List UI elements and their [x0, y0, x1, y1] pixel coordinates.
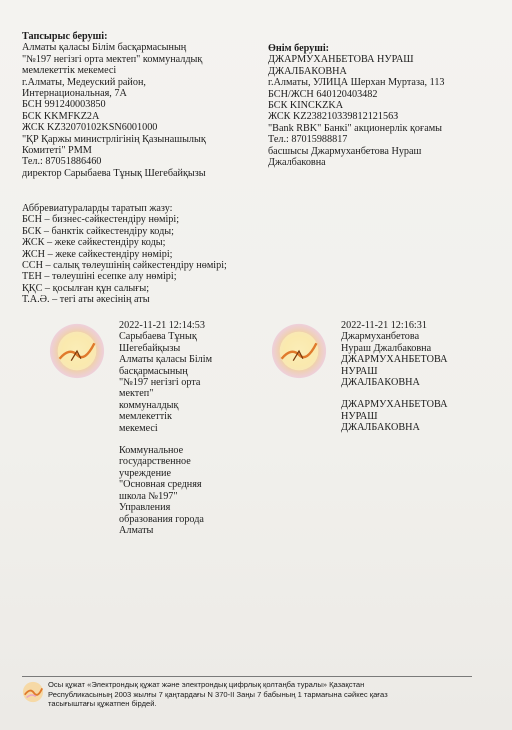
- signature-line: "№197 негізгі орта: [119, 377, 201, 389]
- signature-line: Алматы қаласы Білім: [119, 354, 213, 366]
- supplier-title: Өнім беруші:: [268, 43, 330, 54]
- signature-datetime: 2022-11-21 12:14:53: [119, 320, 205, 331]
- abbreviations-title: Аббревиатураларды таратып жазу:: [22, 203, 173, 214]
- customer-line: г.Алматы, Медеуский район,: [22, 76, 146, 88]
- customer-line: БСН 991240003850: [22, 99, 106, 111]
- customer-line: Интернациональная, 7А: [22, 88, 127, 100]
- signature-line-ru: Алматы: [119, 524, 154, 536]
- signature-right-text: [341, 320, 447, 434]
- footer-line: Осы құжат «Электрондық құжат және электрондық цифрлық қолтаңба туралы» Қазақстан: [48, 680, 365, 689]
- abbreviation-item: ЖСН – жеке сәйкестендіру нөмірі;: [22, 248, 173, 260]
- abbreviation-item: ЖСК – жеке сәйкестендіру коды;: [22, 237, 166, 249]
- abbreviation-item: ТЕН – төлеушіні есепке алу нөмірі;: [22, 271, 177, 283]
- signature-line: ДЖАЛБАКОВНА: [341, 422, 420, 434]
- customer-line: мемлекеттік мекемесі: [22, 65, 117, 77]
- signature-datetime: 2022-11-21 12:16:31: [341, 320, 427, 331]
- customer-title: Тапсырыс беруші:: [22, 31, 108, 42]
- signature-line: мектеп": [119, 388, 154, 400]
- customer-line: Тел.: 87051886460: [22, 156, 102, 168]
- signature-line: Шегебайқызы: [119, 342, 181, 354]
- abbreviation-item: БСК – банктік сәйкестендіру коды;: [22, 225, 174, 237]
- signature-left-text: [119, 320, 212, 536]
- signature-line: ДЖАРМУХАНБЕТОВА: [341, 354, 448, 366]
- signature-spacer: [119, 434, 212, 445]
- supplier-line: ЖСК KZ23821033981212156З: [268, 111, 399, 123]
- supplier-line: БСН/ЖСН 640120403482: [268, 88, 378, 100]
- supplier-block: [268, 43, 498, 168]
- signature-line: Нураш Джалбаковна: [341, 342, 432, 354]
- signature-line-ru: "Основная средняя: [119, 479, 202, 491]
- customer-block: [22, 31, 262, 179]
- signature-line: коммуналдық: [119, 399, 179, 411]
- customer-line: Алматы қаласы Білім басқармасының: [22, 42, 187, 54]
- signature-line: ДЖАРМУХАНБЕТОВА: [341, 399, 448, 411]
- digital-signature-stamp-icon: [48, 322, 106, 380]
- abbreviations-block: [22, 203, 282, 306]
- abbreviation-item: Т.А.Ә. – тегі аты әкесінің аты: [22, 294, 150, 306]
- signature-line: НУРАШ: [341, 365, 378, 377]
- footer-legal-note: [48, 680, 458, 709]
- customer-line: БСК KKMFKZ2A: [22, 110, 100, 122]
- signature-line: мемлекеттік: [119, 411, 172, 423]
- customer-line: директор Сарыбаева Тұнық Шегебайқызы: [22, 167, 206, 179]
- signature-line: НУРАШ: [341, 410, 378, 422]
- customer-line: "ҚР Қаржы министрлігінің Қазынашылық: [22, 133, 206, 145]
- supplier-line: БСК KINCKZKA: [268, 100, 344, 112]
- supplier-line: г.Алматы, УЛИЦА Шерхан Муртаза, 113: [268, 77, 445, 89]
- signature-line-ru: образования города: [119, 513, 204, 525]
- digital-signature-stamp-icon: [270, 322, 328, 380]
- signature-line-ru: Управления: [119, 502, 171, 514]
- abbreviation-item: БСН – бизнес-сәйкестендіру нөмірі;: [22, 214, 180, 226]
- supplier-line: ДЖАЛБАКОВНА: [268, 65, 347, 77]
- signature-line-ru: государственное: [119, 456, 191, 468]
- customer-line: Комитеті" РММ: [22, 145, 92, 157]
- supplier-line: басшысы Джармуханбетова Нураш: [268, 145, 422, 157]
- signature-line-ru: учреждение: [119, 467, 172, 479]
- supplier-line: "Bank RBK" Банкі" акционерлік қоғамы: [268, 122, 443, 134]
- footer-line: тасығыштағы құжатпен бірдей.: [48, 699, 157, 709]
- supplier-line: Джалбаковна: [268, 157, 326, 169]
- signature-spacer: [341, 388, 447, 399]
- signature-line: Сарыбаева Тұнық: [119, 331, 197, 343]
- abbreviation-item: ҚҚС – қосылған құн салығы;: [22, 282, 150, 294]
- abbreviation-item: ССН – салық төлеушінің сәйкестендіру нөмірі;: [22, 260, 227, 272]
- supplier-line: ДЖАРМУХАНБЕТОВА НУРАШ: [268, 54, 414, 66]
- signature-line: мекемесі: [119, 422, 158, 434]
- customer-line: ЖСК KZ32070102KSN6001000: [22, 122, 158, 134]
- signature-line-ru: школа №197": [119, 490, 178, 502]
- customer-line: "№197 негізгі орта мектеп" коммуналдық: [22, 53, 203, 65]
- signature-line: Джармуханбетова: [341, 331, 420, 343]
- e-signature-logo-icon: [22, 681, 44, 703]
- signature-line: ДЖАЛБАКОВНА: [341, 377, 420, 389]
- signature-line-ru: Коммунальное: [119, 445, 184, 457]
- supplier-line: Тел.: 87015988817: [268, 134, 348, 146]
- signature-line: басқармасының: [119, 365, 188, 377]
- footer-divider: [22, 676, 472, 677]
- footer-line: Республикасының 2003 жылғы 7 қаңтардағы N 370-II Заңы 7 бабының 1 тармағына сәйкес қағаз: [48, 689, 388, 699]
